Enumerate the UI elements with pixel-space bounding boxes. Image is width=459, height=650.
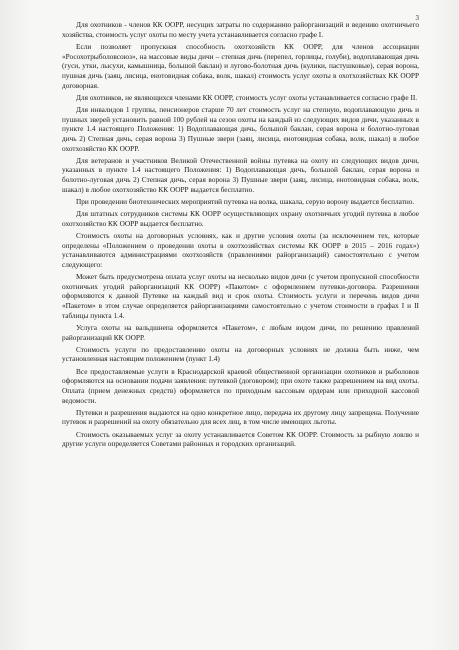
- paragraph-contract-terms: Стоимость охоты на договорных условиях, как и другие условия охоты (за исключением тех, которые определены «Положением о проведении охоты в охотхозяйствах системы КК ООРР в 2015 – 2016 годах») устанавливаются администрациями охотхозяйств (правлениями райорганизаций) самостоятельно с учетом следующего:: [62, 230, 419, 269]
- paragraph-permits-personal: Путевки и разрешения выдаются на одно конкретное лицо, передача их другому лицу запрещена. Получение путевок и разрешений на охоту обязательно для всех лиц, в том числе имеющих льготы.: [62, 407, 419, 427]
- paragraph-package: Может быть предусмотрена оплата услуг охоты на несколько видов дичи (с учетом пропускной способности охотничьих угодий райорганизаций КК ООРР) «Пакетом» с оформлением путевки-договора. Разрешения оформляются к данной Путевке на каждый вид и срок охоты. Стоимость услуги и перечень видов дичи «Пакетом» в этом случае определяется райорганизациями самостоятельно с учетом стоимости в графах I и II таблицы пункта 1.4.: [62, 272, 419, 320]
- page-number: 3: [415, 14, 419, 22]
- paragraph-woodcock: Услуга охоты на вальдшнепа оформляется «Пакетом», с любым видом дичи, по решению правлений райорганизаций КК ООРР.: [62, 322, 419, 342]
- paragraph-nonmembers-rate: Для охотников, не являющихся членами КК ООРР, стоимость услуг охоты устанавливается согласно графе II.: [76, 92, 418, 102]
- paragraph-biotech: При проведении биотехнических мероприятий путевка на волка, шакала, серую ворону выдается бесплатно.: [76, 196, 415, 206]
- paragraph-members-rate: Для охотников - членов КК ООРР, несущих затраты по содержанию райорганизаций и ведению охотничьего хозяйства, стоимость услуг охоты по месту учета устанавливается согласно графе I.: [62, 20, 419, 39]
- paragraph-veterans: Для ветеранов и участников Великой Отечественной войны путевка на охоту из следующих видов дичи, указанных в пункте 1.4 настоящего Положения: 1) Водоплавающая дичь, большой баклан, серая ворона и болотно-луговая дичь 2) Степная дичь, серая ворона 3) Пушные звери (заяц, лисица, енотовидная собака, волк, шакал) в любое охотхозяйство КК ООРР выдается бесплатно.: [62, 155, 419, 194]
- paragraph-contract-minimum: Стоимость услуги по предоставлению охоты на договорных условиях не должна быть ниже, чем установленная настоящим положением (пункт 1.4): [62, 344, 419, 364]
- paragraph-disabled-pensioners: Для инвалидов 1 группы, пенсионеров старше 70 лет стоимость услуг на степную, водоплавающую дичь и пушных зверей установить равной 100 рублей на сезон охоты на каждый из следующих видов дичи, указанных в пункте 1.4 настоящего Положения: 1) Водоплавающая дичь, большой баклан, серая ворона и болотно-луговая дичь 2) Степная дичь, серая ворона 3) Пушные звери (заяц, лисица, енотовидная собака, волк, шакал) в любое охотхозяйство КК ООРР.: [62, 104, 419, 153]
- paragraph-staff: Для штатных сотрудников системы КК ООРР осуществляющих охрану охотничьих угодий путевка в любое охотхозяйство КК ООРР выдается бесплатно.: [62, 209, 419, 228]
- paragraph-association-rate: Если позволяет пропускная способность охотхозяйств КК ООРР, для членов ассоциации «Росохотрыболовсоюз», на массовые виды дичи – степная дичь (перепел, горлицы, голуби), водоплавающая дичь (гуси, утки, лысухи, камышница, большой баклан) и лугово-болотная дичь (кулики, пастушковые), серая ворона, пушная дичь (заяц, лисица, енотовидная собака, волк, шакал) стоимость услуг охоты в охотхозяйствах КК ООРР договорная.: [62, 41, 419, 90]
- paragraph-cost-council: Стоимость оказываемых услуг за охоту устанавливается Советом КК ООРР. Стоимость за рыбную ловлю и другие услуги определяется Советами районных и городских организаций.: [62, 429, 419, 449]
- paragraph-services-registration: Все предоставляемые услуги в Краснодарской краевой общественной организации охотников и рыболовов оформляются на основании подачи заявления: путевкой (договором); при охоте также разрешением на вид охоты. Оплата (прием денежных средств) оформляется по приходным кассовым ордерам или приходной кассовой ведомости.: [62, 366, 419, 405]
